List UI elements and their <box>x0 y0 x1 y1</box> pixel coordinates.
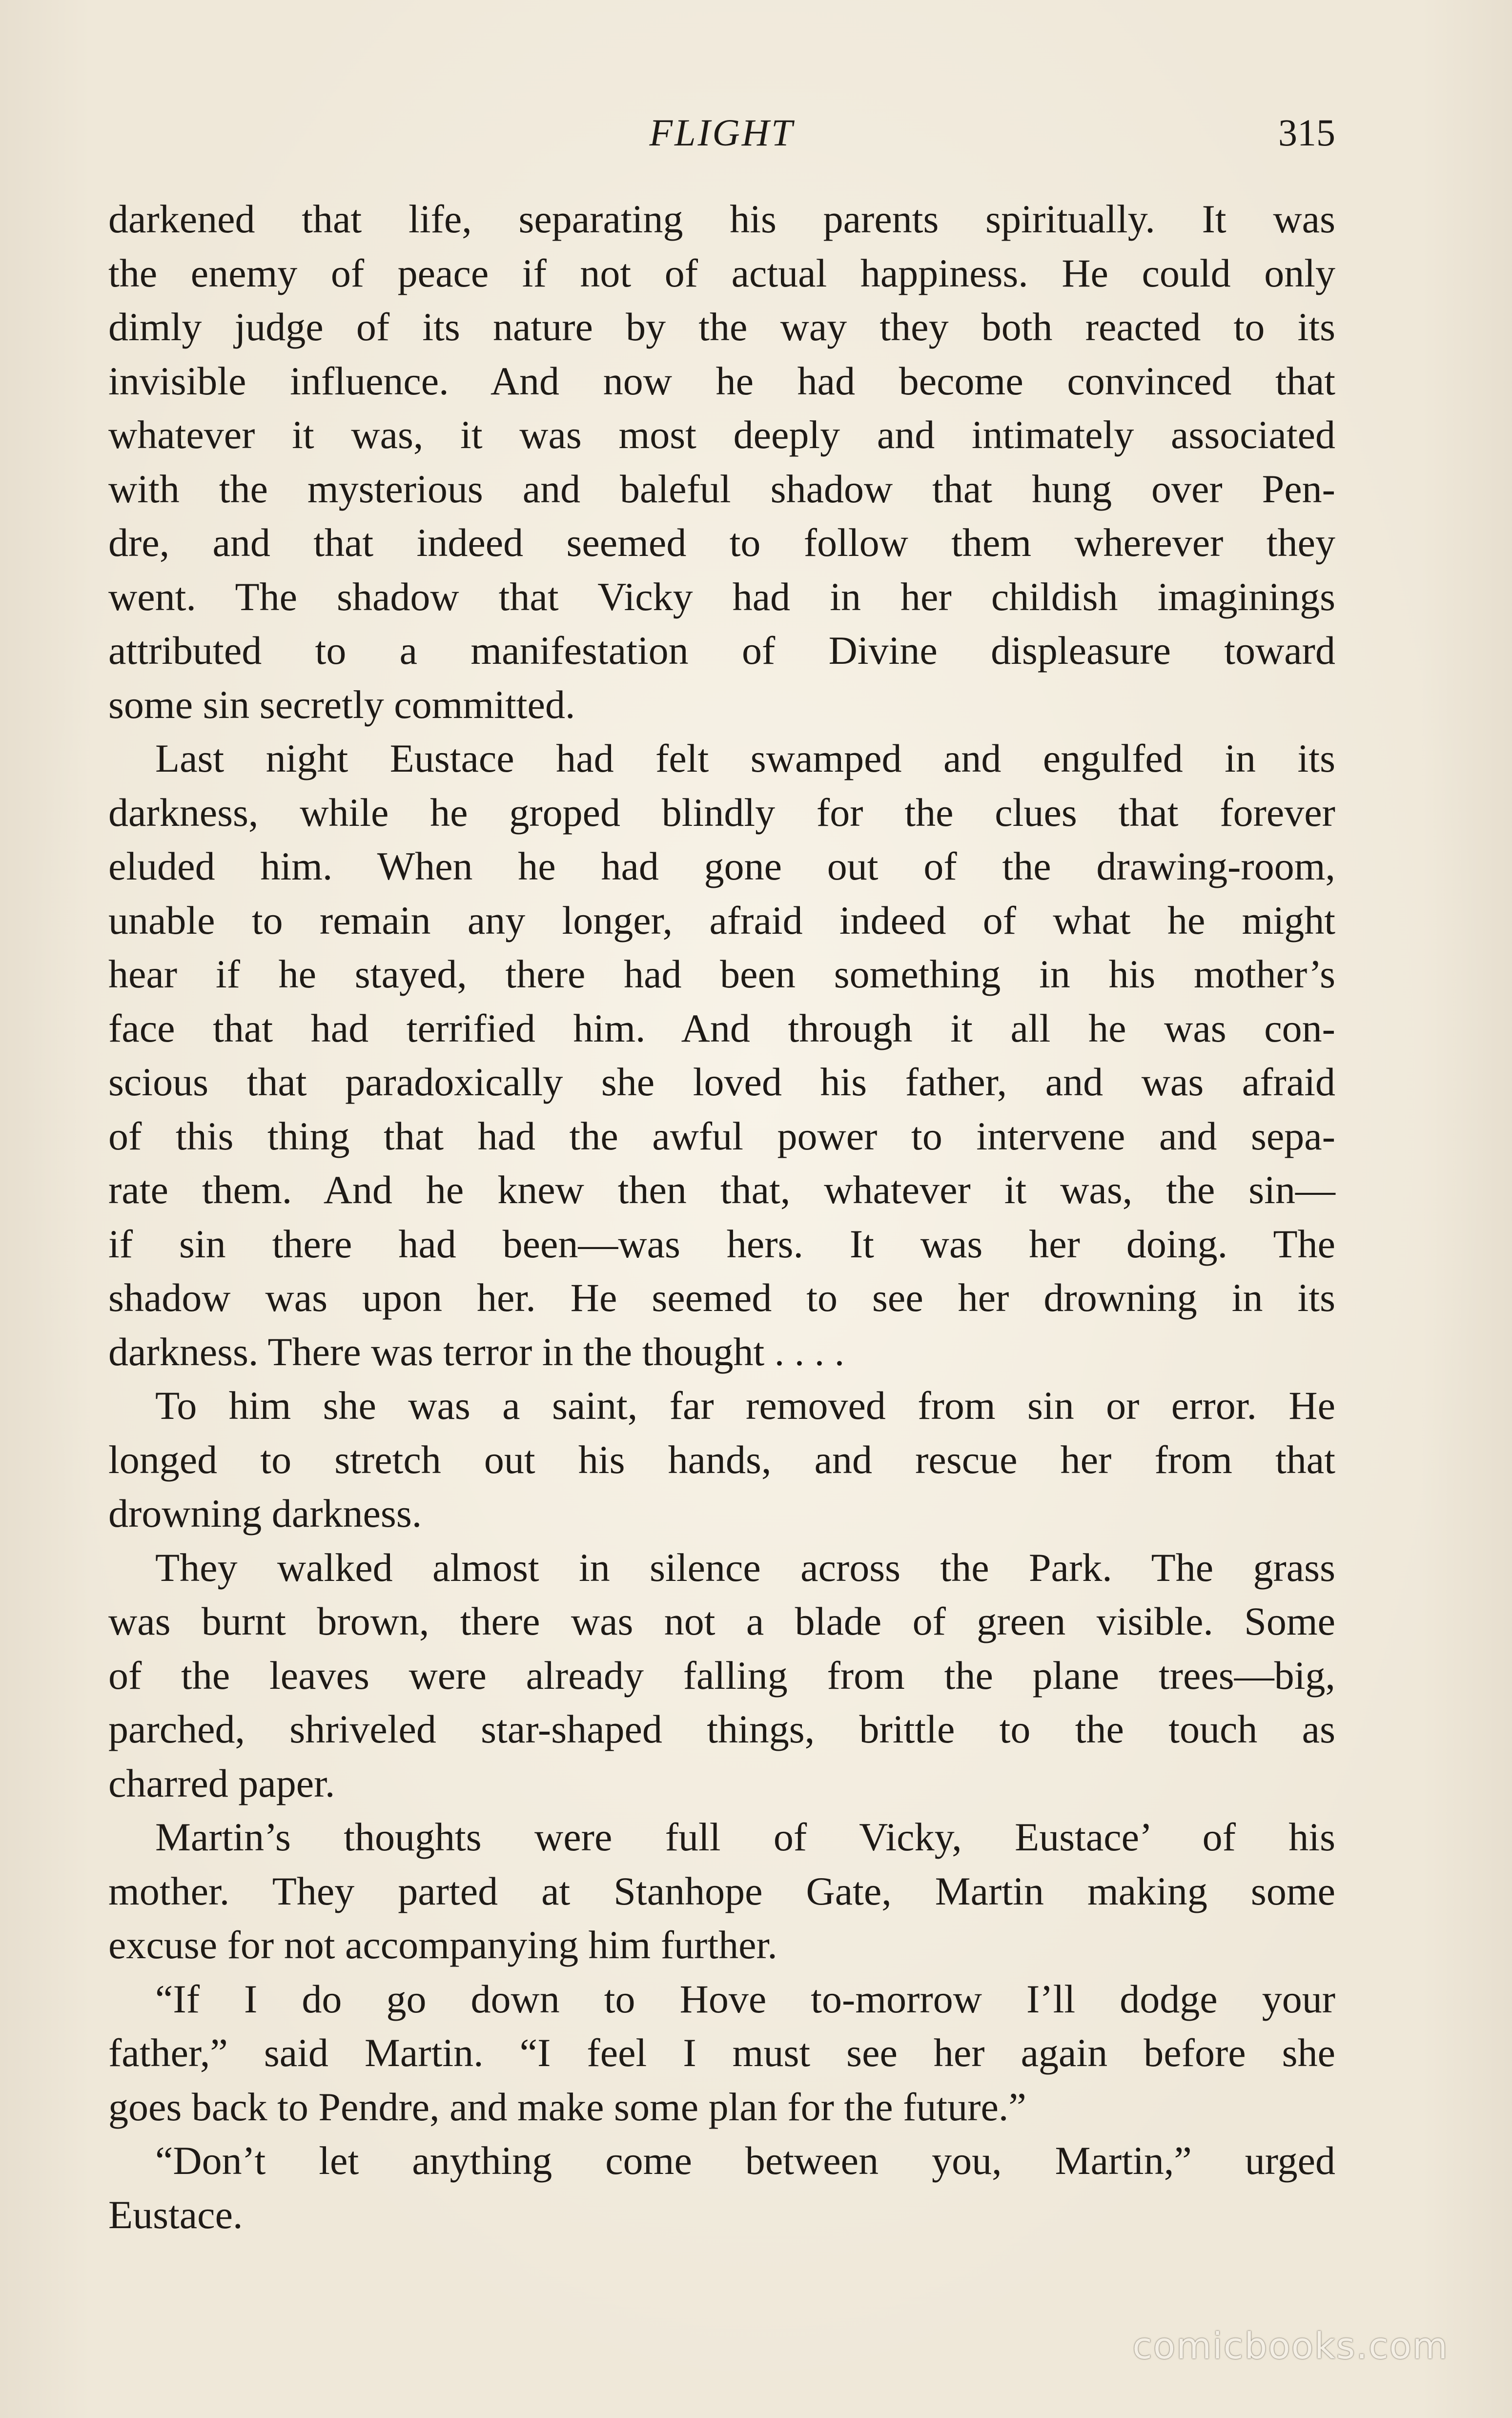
text-line: dre, and that indeed seemed to follow them wherever they <box>108 520 1335 565</box>
text-line: darkness. There was terror in the thought . . . . <box>108 1329 845 1374</box>
text-line: darkness, while he groped blindly for the clues that forever <box>108 790 1335 835</box>
page-number: 315 <box>1278 111 1335 154</box>
text-line: unable to remain any longer, afraid indeed of what he might <box>108 898 1335 943</box>
text-line: was burnt brown, there was not a blade of green visible. Some <box>108 1599 1335 1643</box>
text-line: shadow was upon her. He seemed to see her drowning in its <box>108 1275 1335 1320</box>
text-line: excuse for not accompanying him further. <box>108 1923 777 1967</box>
text-line: Martin’s thoughts were full of Vicky, Eustace’ of his <box>155 1815 1335 1859</box>
text-line: drowning darkness. <box>108 1491 422 1536</box>
text-line: Last night Eustace had felt swamped and engulfed in its <box>155 736 1335 780</box>
text-line: of the leaves were already falling from the plane trees—big, <box>108 1653 1335 1698</box>
text-line: if sin there had been—was hers. It was her doing. The <box>108 1221 1335 1266</box>
text-line: parched, shriveled star-shaped things, brittle to the touch as <box>108 1707 1335 1751</box>
watermark: comicbooks.com <box>1132 2325 1449 2367</box>
text-line: goes back to Pendre, and make some plan for the future.” <box>108 2084 1026 2129</box>
running-title: FLIGHT <box>649 111 795 154</box>
text-line: longed to stretch out his hands, and rescue her from that <box>108 1437 1335 1482</box>
text-line: face that had terrified him. And through it all he was con- <box>108 1005 1335 1050</box>
text-line: charred paper. <box>108 1761 335 1805</box>
text-line: “Don’t let anything come between you, Martin,” urged <box>155 2138 1335 2183</box>
text-line: father,” said Martin. “I feel I must see her again before she <box>108 2030 1335 2075</box>
text-line: attributed to a manifestation of Divine displeasure toward <box>108 628 1335 673</box>
text-line: eluded him. When he had gone out of the drawing-room, <box>108 844 1335 888</box>
text-line: scious that paradoxically she loved his father, and was afraid <box>108 1060 1335 1104</box>
body-text <box>108 192 1335 2242</box>
text-line: darkened that life, separating his parents spiritually. It was <box>108 197 1335 241</box>
text-line: with the mysterious and baleful shadow that hung over Pen- <box>108 466 1335 511</box>
text-line: whatever it was, it was most deeply and intimately associated <box>108 412 1335 457</box>
text-line: hear if he stayed, there had been something in his mother’s <box>108 952 1335 996</box>
text-line: invisible influence. And now he had become convinced that <box>108 358 1335 403</box>
text-line: “If I do go down to Hove to-morrow I’ll dodge your <box>155 1976 1335 2021</box>
text-line: rate them. And he knew then that, whatever it was, the sin— <box>108 1168 1335 1212</box>
text-line: of this thing that had the awful power to intervene and sepa- <box>108 1113 1335 1158</box>
text-line: some sin secretly committed. <box>108 682 575 727</box>
text-line: the enemy of peace if not of actual happiness. He could only <box>108 250 1335 295</box>
text-line: To him she was a saint, far removed from sin or error. He <box>155 1383 1335 1428</box>
running-head <box>108 108 1335 157</box>
text-line: Eustace. <box>108 2192 243 2237</box>
text-line: went. The shadow that Vicky had in her childish imaginings <box>108 574 1335 619</box>
text-line: They walked almost in silence across the Park. The grass <box>155 1545 1335 1590</box>
text-line: mother. They parted at Stanhope Gate, Martin making some <box>108 1868 1335 1913</box>
text-line: dimly judge of its nature by the way they both reacted to its <box>108 305 1335 349</box>
